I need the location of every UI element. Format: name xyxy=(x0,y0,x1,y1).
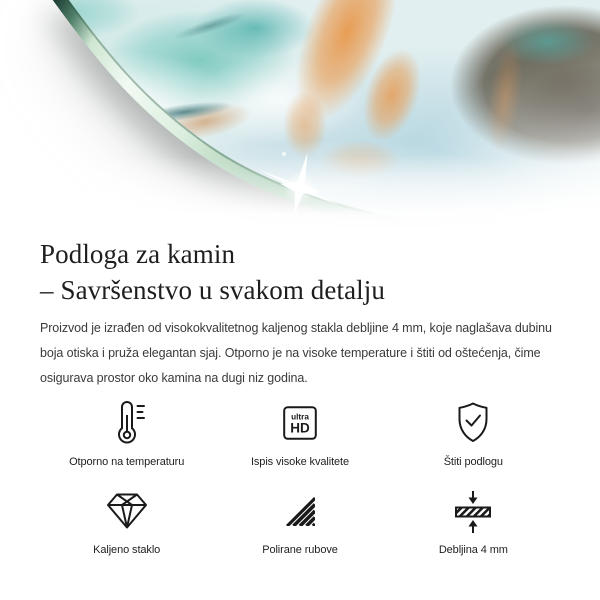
feature-print-quality xyxy=(213,399,386,469)
feature-thickness xyxy=(387,487,560,557)
feature-label: Debljina 4 mm xyxy=(438,544,508,556)
feature-label: Polirane rubove xyxy=(262,544,338,556)
ultra-hd-badge-bottom: HD xyxy=(290,420,310,436)
shield-check-icon xyxy=(451,399,495,447)
feature-label: Štiti podlogu xyxy=(443,456,503,468)
description-line2: boja otiska i pruža elegantan sjaj. Otporno je na visoke temperature i štiti od oštećenja, čime xyxy=(40,346,541,360)
feature-label: Otporno na temperaturu xyxy=(69,456,185,468)
diamond-icon xyxy=(103,487,151,535)
ultra-hd-icon xyxy=(278,399,322,447)
feature-label: Kaljeno staklo xyxy=(93,544,161,556)
hero-product-image xyxy=(0,0,600,230)
feature-temperature xyxy=(40,399,213,469)
description-line1: Proizvod je izrađen od visokokvalitetnog kaljenog stakla debljine 4 mm, koje naglašava dubinu xyxy=(40,321,552,335)
thermometer-icon xyxy=(105,399,149,447)
page-title-line1: Podloga za kamin xyxy=(40,239,236,269)
polished-edges-icon xyxy=(278,487,322,535)
thickness-icon xyxy=(451,487,495,535)
feature-label: Ispis visoke kvalitete xyxy=(250,456,350,468)
feature-protects xyxy=(387,399,560,469)
description-line3: osigurava prostor oko kamina na dugi niz godina. xyxy=(40,371,308,385)
page-title-line2: – Savršenstvo u svakom detalju xyxy=(40,275,385,305)
page-title xyxy=(40,236,560,308)
feature-grid xyxy=(40,399,560,557)
glass-panel-image xyxy=(0,0,600,230)
feature-polished-edges xyxy=(213,487,386,557)
product-description xyxy=(40,316,560,391)
feature-tempered-glass xyxy=(40,487,213,557)
ultra-hd-badge-top: ultra xyxy=(291,412,309,422)
